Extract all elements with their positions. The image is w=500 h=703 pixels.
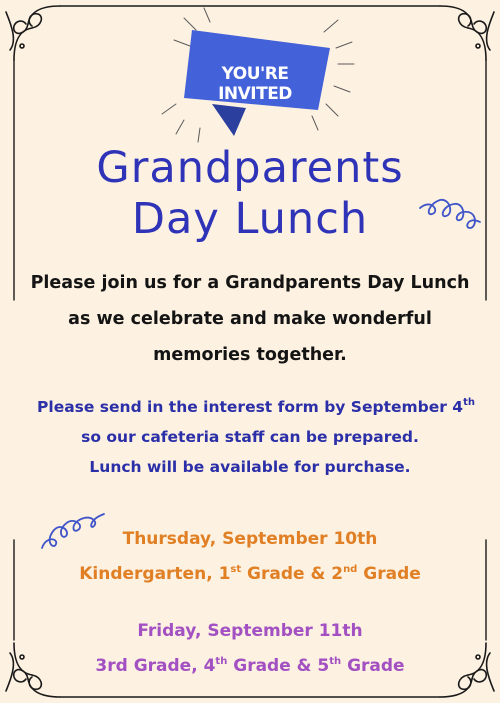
thursday-grades-part-a: Kindergarten, 1	[79, 564, 231, 584]
banner-text-invited: INVITED	[218, 84, 292, 104]
title-day-lunch: Day Lunch	[131, 194, 369, 244]
thursday-date: Thursday, September 10th	[122, 529, 378, 549]
notice-line-1	[12, 392, 500, 422]
friday-schedule	[0, 614, 500, 684]
friday-grades-sup-a: th	[215, 656, 228, 667]
intro-line-3: memories together.	[153, 345, 347, 365]
notice-line-2: so our cafeteria staff can be prepared.	[81, 428, 419, 446]
intro-line-1: Please join us for a Grandparents Day Lunch	[30, 273, 470, 293]
intro-line-2: as we celebrate and make wonderful	[68, 309, 432, 329]
friday-grades	[0, 649, 500, 684]
friday-grades-part-b: Grade & 5	[227, 656, 330, 676]
thursday-schedule	[0, 522, 500, 592]
friday-grades-sup-b: th	[329, 656, 342, 667]
notice-line-1-sup: th	[463, 397, 475, 408]
notice-line-1-text: Please send in the interest form by September 4	[37, 398, 464, 416]
notice-line-3: Lunch will be available for purchase.	[89, 458, 411, 476]
notice-paragraph	[0, 392, 500, 482]
thursday-grades-sup-b: nd	[343, 564, 358, 575]
thursday-grades-sup-a: st	[230, 564, 242, 575]
banner-text-youre: YOU'RE	[221, 64, 289, 84]
banner-tail	[212, 104, 246, 136]
friday-date: Friday, September 11th	[137, 621, 363, 641]
intro-paragraph	[0, 265, 500, 373]
friday-grades-part-a: 3rd Grade, 4	[95, 656, 216, 676]
title-grandparents: Grandparents	[96, 143, 404, 193]
thursday-grades-part-b: Grade & 2	[241, 564, 344, 584]
thursday-grades	[0, 557, 500, 592]
friday-grades-part-c: Grade	[341, 656, 405, 676]
thursday-grades-part-c: Grade	[357, 564, 421, 584]
